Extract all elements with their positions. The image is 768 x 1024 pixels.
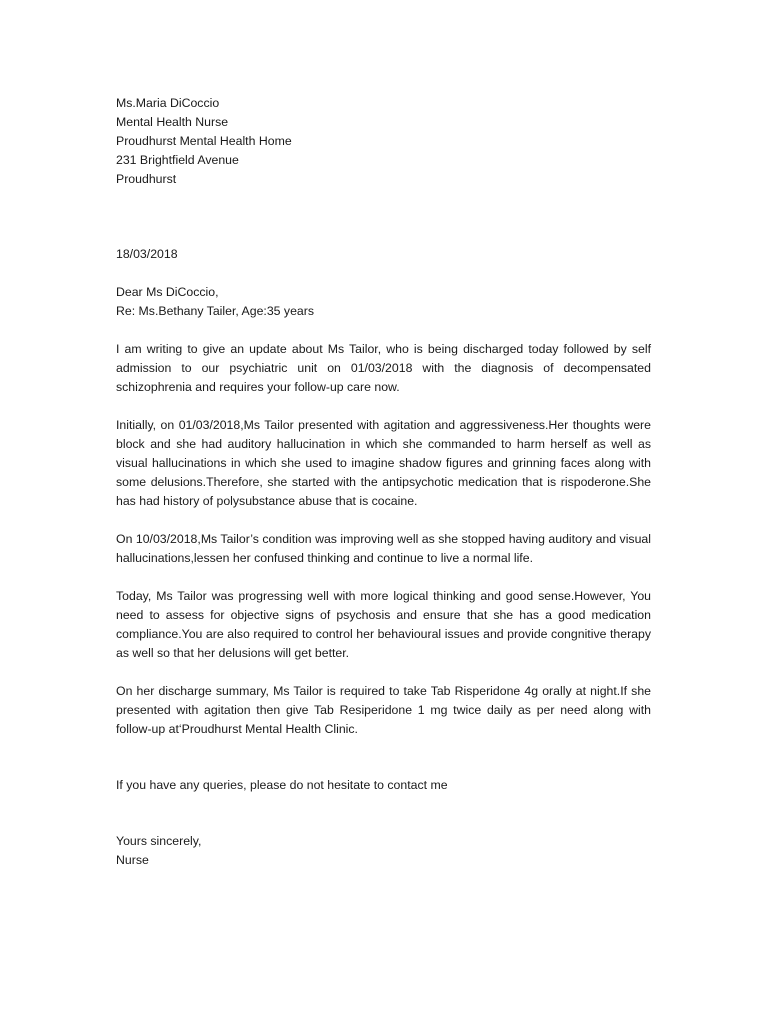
body-paragraph-3: On 10/03/2018,Ms Tailor’s condition was improving well as she stopped having auditory and visual hallucinations,lessen her confused thinking and continue to live a normal life. bbox=[116, 532, 651, 565]
body-paragraph-4: Today, Ms Tailor was progressing well with more logical thinking and good sense.However, You need to assess for objective signs of psychosis and ensure that she has a good medication compliance.You are also required to control her behavioural issues and provide congnitive therapy as well so that her delusions will get better. bbox=[116, 589, 651, 660]
signature: Nurse bbox=[116, 853, 149, 867]
body-paragraph-5: On her discharge summary, Ms Tailor is required to take Tab Risperidone 4g orally at night.If she presented with agitation then give Tab Resiperidone 1 mg twice daily as per need along with follow-up at‘Proudhurst Mental Health Clinic. bbox=[116, 684, 651, 736]
letter-date: 18/03/2018 bbox=[116, 247, 178, 261]
closing: Yours sincerely, bbox=[116, 834, 202, 848]
recipient-town: Proudhurst bbox=[116, 172, 177, 186]
recipient-name: Ms.Maria DiCoccio bbox=[116, 96, 220, 110]
recipient-title: Mental Health Nurse bbox=[116, 115, 229, 129]
salutation: Dear Ms DiCoccio, bbox=[116, 285, 219, 299]
recipient-organisation: Proudhurst Mental Health Home bbox=[116, 134, 292, 148]
letter-page bbox=[116, 94, 651, 870]
recipient-address bbox=[116, 94, 651, 189]
body-paragraph-1: I am writing to give an update about Ms Tailor, who is being discharged today followed by self admission to our psychiatric unit on 01/03/2018 with the diagnosis of decompensated schizophrenia and requires your follow-up care now. bbox=[116, 342, 651, 394]
recipient-street: 231 Brightfield Avenue bbox=[116, 153, 239, 167]
body-paragraph-2: Initially, on 01/03/2018,Ms Tailor presented with agitation and aggressiveness.Her thoughts were block and she had auditory hallucination in which she commanded to harm herself as well as visual hallucinations in which she used to imagine shadow figures and grinning faces along with some delusions.Therefore, she started with the antipsychotic medication that is rispoderone.She has had history of polysubstance abuse that is cocaine. bbox=[116, 418, 651, 508]
queries-line: If you have any queries, please do not hesitate to contact me bbox=[116, 778, 448, 792]
re-line: Re: Ms.Bethany Tailer, Age:35 years bbox=[116, 304, 314, 318]
